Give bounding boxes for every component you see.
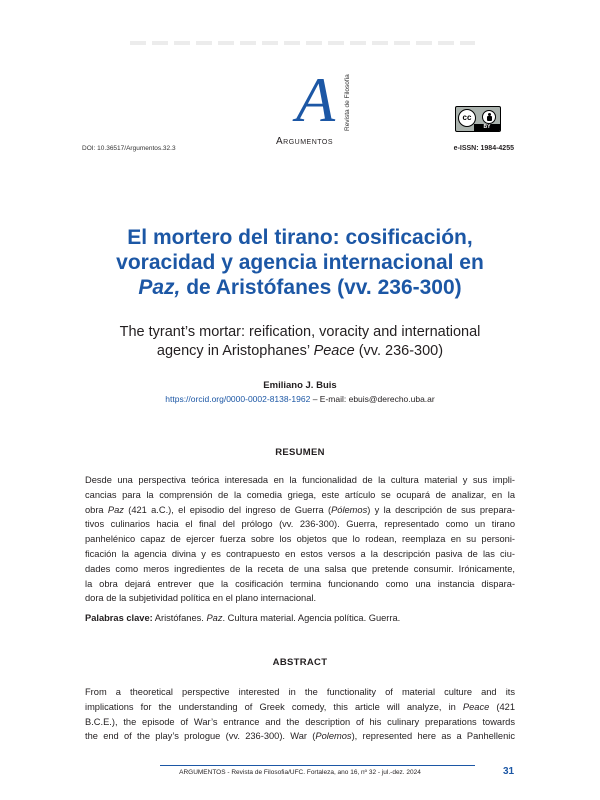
abstract-line (85, 729, 515, 744)
italic-run: Polemos (315, 731, 352, 742)
keywords-text: Aristófanes. (152, 613, 207, 623)
journal-name: Argumentos (276, 136, 334, 147)
author-email: – E-mail: ebuis@derecho.uba.ar (310, 394, 435, 404)
text-run: (421 a.C.), el episodio del ingreso de Guerra ( (123, 504, 332, 515)
resumen-line: la obra dejará entrever que la cosificación termina funcionando como una instancia dispara- (85, 578, 515, 589)
subtitle-line-2-end: (vv. 236-300) (354, 343, 444, 359)
footer-rule (160, 765, 475, 766)
title-italic: Paz, (138, 276, 181, 299)
decorative-top-line (130, 41, 475, 45)
italic-run: Pólemos (331, 504, 368, 515)
cc-icon: cc (458, 109, 476, 127)
resumen-line: cancias para la comprensión de la comedia griega, este artículo se ocupará de analizar, en la (85, 489, 515, 500)
text-run: obra (85, 504, 108, 515)
journal-logo (272, 64, 362, 154)
abstract-line (85, 700, 515, 715)
abstract-paragraph (85, 685, 515, 744)
italic-run: Peace (462, 701, 490, 712)
subtitle-line-1: The tyrant’s mortar: reification, voracity and international (119, 324, 481, 340)
orcid-link[interactable]: https://orcid.org/0000-0002-8138-1962 (165, 394, 311, 404)
author-name: Emiliano J. Buis (263, 380, 337, 391)
logo-vertical-text: Revista de Filosofia (344, 74, 351, 132)
resumen-line: tivos culinarios hacia el final del prólogo (vv. 236-300). Guerra, representado como un tirano (85, 519, 515, 530)
keywords-italic: Paz (206, 613, 223, 623)
article-subtitle (60, 323, 540, 361)
creative-commons-badge[interactable] (455, 106, 501, 132)
subtitle-line-2-start: agency in Aristophanes’ (156, 343, 314, 359)
title-line-3-rest: de Aristófanes (vv. 236-300) (180, 276, 462, 299)
keywords-text: . Cultura material. Agencia política. Guerra. (222, 613, 401, 623)
issn: e-ISSN: 1984-4255 (453, 145, 514, 152)
article-title (60, 225, 540, 300)
cc-by-label: BY (474, 124, 500, 131)
subtitle-italic: Peace (313, 343, 355, 359)
subtitle-line-2 (60, 342, 540, 361)
logo-letter: A (296, 64, 336, 135)
abstract-line: B.C.E.), the episode of War’s entrance and the description of his culinary preparations towards (85, 716, 515, 727)
resumen-line: panhelénico capaz de ejercer fuerza sobre los objetos que lo rodean, reemplaza en su personi- (85, 534, 515, 545)
keywords-label: Palabras clave: (85, 613, 153, 623)
italic-run: Paz (107, 504, 124, 515)
attribution-icon (482, 110, 496, 124)
resumen-heading: RESUMEN (275, 447, 325, 458)
resumen-line: dora de la subjetividad política en el plano internacional. (85, 593, 317, 604)
text-run: ) y la descripción de sus prepara- (367, 504, 515, 515)
title-line-3 (60, 275, 540, 300)
abstract-line: From a theoretical perspective interested in the functionality of material culture and its (85, 687, 515, 697)
resumen-line (85, 503, 515, 518)
text-run: (421 (489, 701, 515, 712)
abstract-heading: ABSTRACT (272, 657, 328, 668)
footer-citation: ARGUMENTOS - Revista de Filosofia/UFC. Fortaleza, ano 16, nº 32 - jul.-dez. 2024 (179, 769, 421, 776)
doi: DOI: 10.36517/Argumentos.32.3 (82, 145, 176, 152)
text-run: the end of the play’s prologue (vv. 236-300). War ( (85, 731, 316, 742)
keywords (85, 613, 515, 623)
title-line-1: El mortero del tirano: cosificación, (127, 226, 473, 249)
text-run: ), represented here as a Panhellenic (351, 731, 515, 742)
resumen-line: dades como meros ingredientes de la receta de una salsa que pretende consumir. Irónicamente, (85, 563, 515, 574)
page-number: 31 (503, 766, 515, 777)
resumen-paragraph (85, 473, 515, 606)
author-contact (0, 394, 600, 404)
text-run: implications for the understanding of Greek comedy, this article will analyze, in (85, 701, 463, 712)
title-line-2: voracidad y agencia internacional en (116, 251, 484, 274)
resumen-line: ficación la agencia divina y es contrapuesto en estos versos a la descripción pasiva de las ciu- (85, 548, 515, 559)
resumen-line: Desde una perspectiva teórica interesada en la funcionalidad de la cultura material y sus impli- (85, 475, 515, 485)
